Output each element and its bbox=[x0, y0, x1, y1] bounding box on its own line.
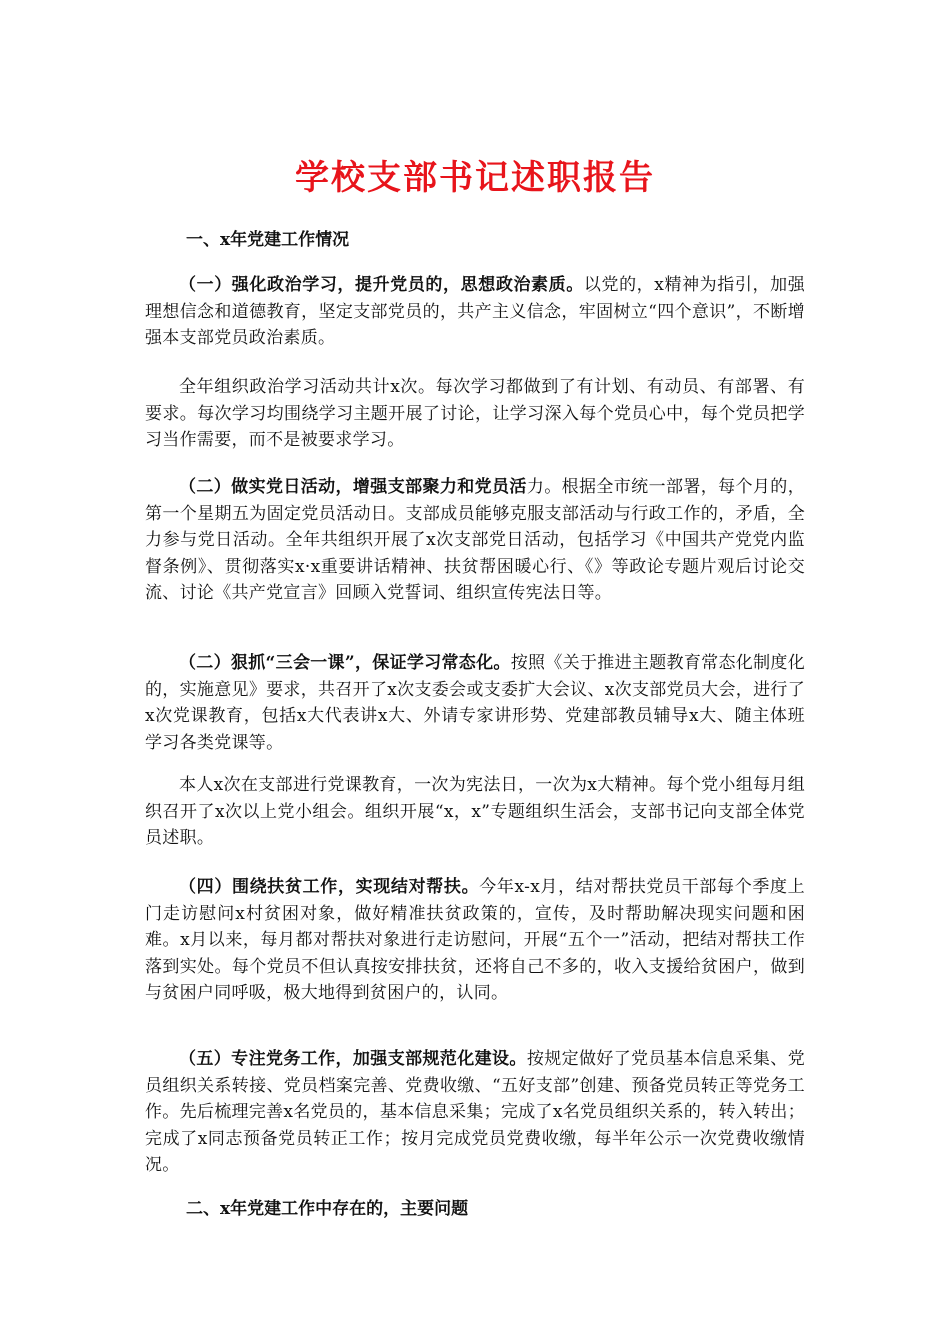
paragraph-text: 全年组织政治学习活动共计x次。每次学习都做到了有计划、有动员、有部署、有要求。每次学习均围绕学习主题开展了讨论，让学习深入每个党员心中，每个党员把学习当作需要，而不是被要求学习。 bbox=[145, 377, 805, 451]
document-title: 学校支部书记述职报告 bbox=[295, 158, 655, 198]
paragraph-text: 以党的，x精神为指引，加强理想信念和道德教育，坚定支部党员的，共产主义信念，牢固树立“四个意识”，不断增强本支部党员政治素质。 bbox=[145, 275, 805, 349]
section-heading-2: 二、x年党建工作中存在的，主要问题 bbox=[186, 1199, 469, 1219]
paragraph-text: 本人x次在支部进行党课教育，一次为宪法日，一次为x大精神。每个党小组每月组织召开了x次以上党小组会。组织开展“x，x”专题组织生活会，支部书记向支部全体党员述职。 bbox=[145, 775, 805, 849]
paragraph-lead: （二）做实党日活动，增强支部聚力和党员活 bbox=[179, 477, 527, 497]
paragraph-text: 按规定做好了党员基本信息采集、党员组织关系转接、党员档案完善、党费收缴、“五好支部”创建、预备党员转正等党务工作。先后梳理完善x名党员的，基本信息采集；完成了x名党员组织关系的，转入转出；完成了x同志预备党员转正工作；按月完成党员党费收缴，每半年公示一次党费收缴情况。 bbox=[145, 1049, 805, 1176]
paragraph-text: 按照《关于推进主题教育常态化制度化的，实施意见》要求，共召开了x次支委会或支委扩大会议、x次支部党员大会，进行了x次党课教育，包括x大代表讲x大、外请专家讲形势、党建部教员辅导x大、随主体班学习各类党课等。 bbox=[145, 653, 805, 753]
paragraph-lead: （一）强化政治学习，提升党员的，思想政治素质。 bbox=[179, 275, 584, 295]
paragraph-lead: （四）围绕扶贫工作，实现结对帮扶。 bbox=[179, 877, 480, 897]
paragraph-study-activities bbox=[145, 374, 805, 454]
paragraph-party-day bbox=[145, 474, 805, 607]
paragraph-lead: （二）狠抓“三会一课”，保证学习常态化。 bbox=[179, 653, 511, 673]
paragraph-party-affairs bbox=[145, 1046, 805, 1179]
paragraph-party-lessons bbox=[145, 772, 805, 852]
paragraph-three-meetings bbox=[145, 650, 805, 756]
paragraph-lead: （五）专注党务工作，加强支部规范化建设。 bbox=[179, 1049, 527, 1069]
paragraph-text: 力。根据全市统一部署，每个月的，第一个星期五为固定党员活动日。支部成员能够克服支部活动与行政工作的，矛盾，全力参与党日活动。全年共组织开展了x次支部党日活动，包括学习《中国共产党党内监督条例》、贯彻落实x·x重要讲话精神、扶贫帮困暖心行、《》等政论专题片观后讨论交流、讨论《共产党宣言》回顾入党誓词、组织宣传宪法日等。 bbox=[145, 477, 805, 604]
section-heading-1: 一、x年党建工作情况 bbox=[186, 230, 350, 250]
paragraph-text: 今年x-x月，结对帮扶党员干部每个季度上门走访慰问x村贫困对象，做好精准扶贫政策的，宣传，及时帮助解决现实问题和困难。x月以来，每月都对帮扶对象进行走访慰问，开展“五个一”活动，把结对帮扶工作落到实处。每个党员不但认真按安排扶贫，还将自己不多的，收入支援给贫困户，做到与贫困户同呼吸，极大地得到贫困户的，认同。 bbox=[145, 877, 805, 1004]
paragraph-poverty-alleviation bbox=[145, 874, 805, 1007]
paragraph-political-study bbox=[145, 272, 805, 352]
